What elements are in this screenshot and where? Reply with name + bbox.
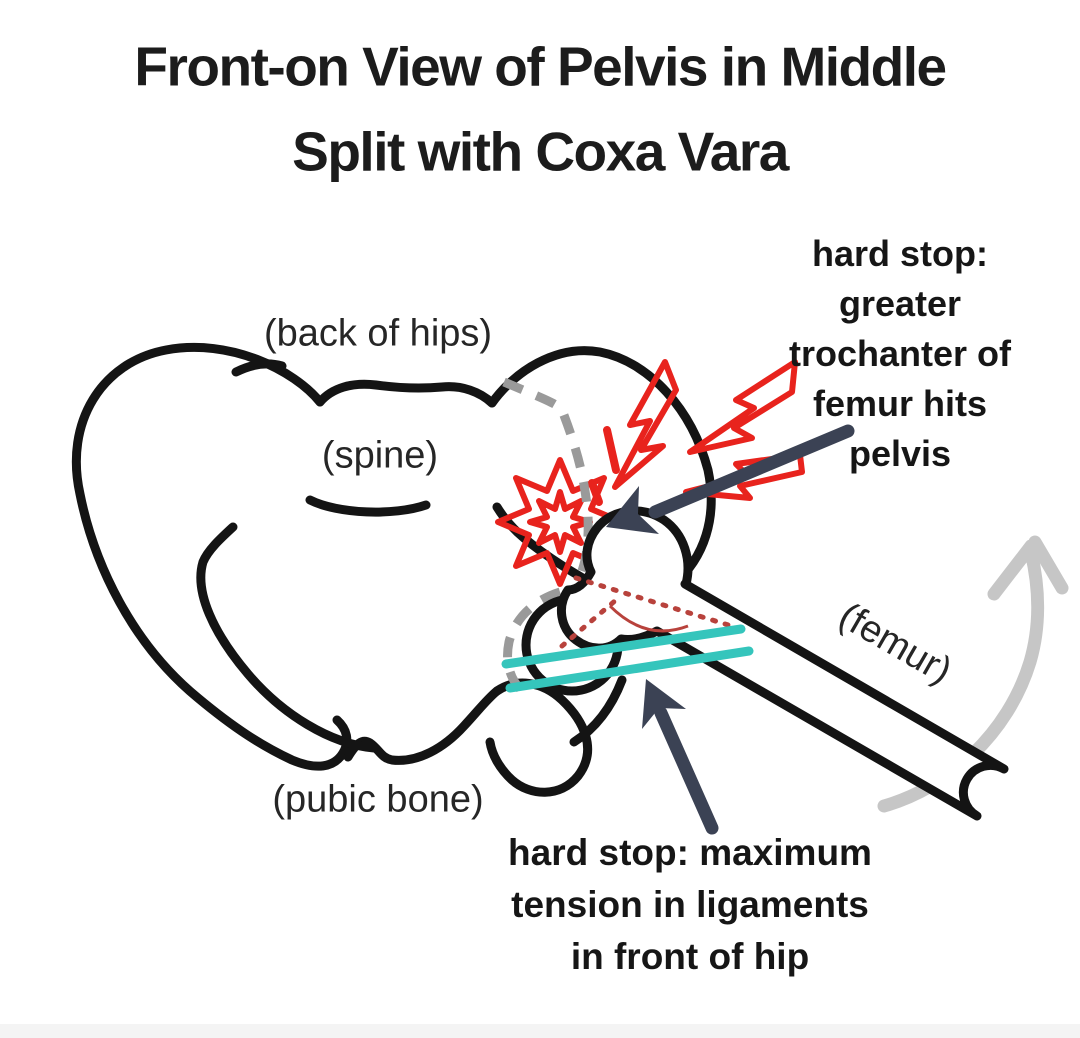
note-line: pelvis <box>848 433 952 474</box>
sacrum-top <box>320 384 492 403</box>
page-title-line1: Front-on View of Pelvis in Middle <box>134 35 946 98</box>
impact-star-inner-icon <box>530 492 590 552</box>
note-line: tension in ligaments <box>511 884 869 925</box>
collision-flick <box>607 430 616 470</box>
note-trochanter-hard-stop <box>789 229 1011 479</box>
lightning-bolt-icon <box>690 362 795 452</box>
inlet-left-line <box>201 527 374 748</box>
ligament-pointer-arrow <box>642 679 712 828</box>
note-line: hard stop: maximum <box>508 832 872 873</box>
sacrum-bottom <box>310 500 426 512</box>
note-line: femur hits <box>812 383 988 424</box>
note-line: in front of hip <box>570 936 810 977</box>
lightning-bolt-icon <box>615 362 676 487</box>
label-femur: (femur) <box>831 594 959 693</box>
page-title-line2: Split with Coxa Vara <box>292 120 788 183</box>
label-back-of-hips: (back of hips) <box>263 312 493 355</box>
note-ligament-hard-stop <box>508 827 872 983</box>
note-line: hard stop: <box>811 233 988 274</box>
note-line: trochanter of <box>788 333 1012 374</box>
arrow-shaft <box>661 713 712 828</box>
label-spine: (spine) <box>321 434 439 477</box>
pelvis-left-wing <box>76 347 346 766</box>
label-pubic-bone: (pubic bone) <box>272 778 484 821</box>
photo-bottom-edge <box>0 1024 1080 1038</box>
note-line: greater <box>838 283 962 324</box>
